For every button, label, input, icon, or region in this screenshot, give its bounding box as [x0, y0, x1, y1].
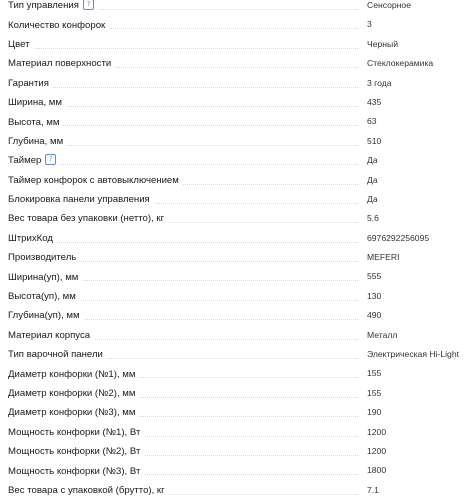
spec-label-cell — [8, 364, 358, 383]
spec-label-cell — [8, 190, 358, 209]
spec-label-cell — [8, 403, 358, 422]
spec-label — [8, 136, 67, 147]
spec-row — [0, 229, 472, 248]
spec-label-cell — [8, 423, 358, 442]
spec-label-cell — [8, 306, 358, 325]
spec-value: 190 — [367, 407, 382, 418]
spec-value: 3 — [367, 19, 372, 30]
spec-label-text: Блокировка панели управления — [8, 194, 150, 206]
spec-value: 130 — [367, 290, 382, 301]
spec-value: 435 — [367, 96, 382, 107]
spec-label — [8, 369, 139, 380]
spec-label — [8, 117, 63, 128]
spec-row — [0, 461, 472, 480]
spec-label-cell — [8, 0, 358, 15]
spec-label-text: Мощность конфорки (№1), Вт — [8, 426, 141, 438]
dotted-leader — [8, 48, 358, 49]
spec-row — [0, 267, 472, 286]
spec-row — [0, 423, 472, 442]
spec-label — [8, 175, 183, 186]
spec-label-cell — [8, 248, 358, 267]
spec-value: 6976292256095 — [367, 232, 430, 243]
spec-label-text: Глубина(уп), мм — [8, 310, 80, 322]
spec-value: 155 — [367, 387, 382, 398]
spec-label-text: Материал поверхности — [8, 58, 112, 70]
spec-label-text: Тип управления — [8, 0, 79, 12]
spec-label-text: Тип варочной панели — [8, 349, 103, 361]
spec-row — [0, 151, 472, 170]
spec-row — [0, 209, 472, 228]
spec-row — [0, 35, 472, 54]
spec-label — [8, 272, 82, 283]
spec-row — [0, 112, 472, 131]
spec-label-cell — [8, 229, 358, 248]
spec-label — [8, 446, 144, 457]
spec-value: 1200 — [367, 445, 387, 456]
spec-label — [8, 233, 57, 244]
spec-label-text: Диаметр конфорки (№1), мм — [8, 368, 136, 380]
spec-value: 7.1 — [367, 484, 379, 495]
spec-value: Да — [367, 193, 378, 204]
spec-value: Черный — [367, 38, 399, 49]
spec-label-cell — [8, 132, 358, 151]
spec-label-text: Цвет — [8, 38, 30, 50]
spec-value: 510 — [367, 135, 382, 146]
spec-label-cell — [8, 345, 358, 364]
spec-value: Электрическая Hi-Light — [367, 349, 459, 360]
spec-label-text: Мощность конфорки (№2), Вт — [8, 446, 141, 458]
spec-label — [8, 349, 107, 360]
spec-label-cell — [8, 171, 358, 190]
spec-label-cell — [8, 326, 358, 345]
spec-label-text: Высота, мм — [8, 116, 60, 128]
dotted-leader — [8, 242, 358, 243]
spec-label-text: ШтрихКод — [8, 232, 53, 244]
spec-label-text: Ширина, мм — [8, 97, 63, 109]
spec-row — [0, 442, 472, 461]
spec-label — [8, 97, 66, 108]
spec-row — [0, 306, 472, 325]
spec-label-text: Высота(уп), мм — [8, 291, 76, 303]
spec-label-cell — [8, 481, 358, 500]
spec-label-text: Вес товара с упаковкой (брутто), кг — [8, 484, 165, 496]
spec-value: 3 года — [367, 77, 392, 88]
spec-label-cell — [8, 209, 358, 228]
spec-value: Да — [367, 155, 378, 166]
spec-label-text: Материал корпуса — [8, 329, 91, 341]
spec-row — [0, 15, 472, 34]
spec-label — [8, 213, 168, 224]
spec-value: 555 — [367, 271, 382, 282]
spec-label — [8, 0, 98, 11]
spec-value: 155 — [367, 368, 382, 379]
spec-label-cell — [8, 93, 358, 112]
spec-label — [8, 427, 144, 438]
spec-label — [8, 58, 115, 69]
spec-label-cell — [8, 384, 358, 403]
spec-label — [8, 252, 80, 263]
spec-value: 5.6 — [367, 213, 379, 224]
spec-label — [8, 310, 84, 321]
spec-label-cell — [8, 267, 358, 286]
spec-label-text: Диаметр конфорки (№2), мм — [8, 388, 136, 399]
spec-label-cell — [8, 35, 358, 54]
spec-label-text: Таймер конфорок с автовыключением — [8, 174, 179, 186]
spec-label-cell — [8, 287, 358, 306]
spec-row — [0, 0, 472, 15]
spec-label-cell — [8, 74, 358, 93]
spec-label — [8, 485, 169, 496]
spec-label-text: Гарантия — [8, 77, 49, 89]
spec-value: Металл — [367, 329, 398, 340]
spec-value: 1800 — [367, 465, 387, 476]
spec-value: 490 — [367, 310, 382, 321]
spec-row — [0, 326, 472, 345]
spec-label — [8, 155, 60, 166]
spec-label — [8, 466, 144, 477]
spec-row — [0, 54, 472, 73]
spec-label — [8, 330, 94, 341]
spec-label — [8, 78, 53, 89]
spec-label-text: Количество конфорок — [8, 19, 106, 31]
dotted-leader — [8, 87, 358, 88]
spec-value: 1200 — [367, 426, 387, 437]
spec-row — [0, 481, 472, 500]
spec-row — [0, 93, 472, 112]
spec-label-text: Таймер — [8, 155, 42, 167]
spec-row — [0, 345, 472, 364]
spec-row — [0, 74, 472, 93]
spec-label-cell — [8, 461, 358, 480]
spec-label — [8, 194, 154, 205]
spec-label — [8, 39, 34, 50]
question-icon[interactable]: ? — [45, 154, 56, 165]
spec-row — [0, 364, 472, 383]
spec-label-cell — [8, 54, 358, 73]
spec-row — [0, 287, 472, 306]
dotted-leader — [8, 164, 358, 165]
spec-row — [0, 171, 472, 190]
spec-label-text: Диаметр конфорки (№3), мм — [8, 407, 136, 419]
spec-label — [8, 407, 139, 418]
spec-row — [0, 132, 472, 151]
spec-row — [0, 384, 472, 403]
spec-row — [0, 403, 472, 422]
spec-label-text: Мощность конфорки (№3), Вт — [8, 465, 141, 477]
spec-label-text: Глубина, мм — [8, 135, 64, 147]
spec-value: Сенсорное — [367, 0, 411, 10]
spec-label-text: Ширина(уп), мм — [8, 271, 79, 283]
spec-label-cell — [8, 151, 358, 170]
question-icon[interactable]: ? — [83, 0, 94, 10]
spec-value: MEFERI — [367, 252, 400, 263]
spec-label-cell — [8, 15, 358, 34]
spec-label-text: Производитель — [8, 252, 77, 264]
spec-label — [8, 291, 80, 302]
spec-value: Стеклокерамика — [367, 58, 434, 69]
spec-label — [8, 388, 139, 399]
spec-row — [0, 248, 472, 267]
spec-label-cell — [8, 112, 358, 131]
spec-row — [0, 190, 472, 209]
spec-label-text: Вес товара без упаковки (нетто), кг — [8, 213, 165, 225]
spec-label-cell — [8, 442, 358, 461]
spec-value: 63 — [367, 116, 377, 127]
spec-value: Да — [367, 174, 378, 185]
spec-label — [8, 20, 109, 31]
